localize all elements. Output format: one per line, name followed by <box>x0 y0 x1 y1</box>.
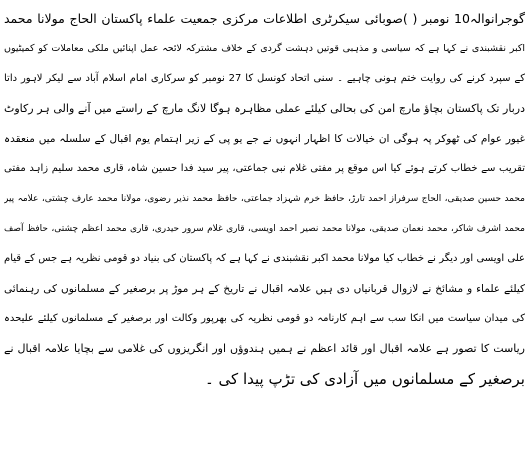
article-line: کی میدان سیاست میں انکا سب سے اہم کارنامہ دو قومی نظریہ کی بھرپور وکالت اور برصغیر کے مسلمانوں کیلئے علیحدہ <box>4 313 525 324</box>
article-line: برصغیر کے مسلمانوں میں آزادی کی تڑپ پیدا کی ۔ <box>204 370 525 388</box>
article-line: دربار تک پاکستان بچاؤ مارچ امن کی بحالی کیلئے عملی مظاہرہ ہوگا لانگ مارچ کے راستے میں آنے والی ہر رکاوٹ <box>4 102 525 115</box>
article-line: غیور عوام کی ٹھوکر پہ ہوگی ان خیالات کا اظہار انہوں نے جے یو پی کے زیر اہتمام یوم اقبال کے سلسلہ میں منعقدہ <box>4 133 525 145</box>
article-line: کے سپرد کرنے کی روایت ختم ہونی چاہیے ۔ سنی اتحاد کونسل کا 27 نومبر کو سرکاری امام اسلام آباد سے لیکر لاہور داتا <box>4 73 525 84</box>
news-article <box>4 4 525 469</box>
article-line: اکبر نقشبندی نے کہا ہے کہ سیاسی و مذہبی قوتیں دہشت گردی کے خلاف مشترکہ لائحہ عمل اپنائیں ملکی معاملات کو کمیٹیوں <box>4 43 525 54</box>
article-line: کیلئے علماء و مشائخ نے لازوال قربانیاں دی ہیں علامہ اقبال نے تاریخ کے ہر موڑ پر برصغیر کے مسلمانوں کی رہنمائی <box>4 283 525 295</box>
article-line: محمد حسین صدیقی، الحاج سرفراز احمد تارڑ، حافظ خرم شہزاد جماعتی، حافظ محمد نذیر رضوی، مولانا محمد عارف چشتی، علامہ پیر <box>4 194 525 204</box>
article-line: تقریب سے خطاب کرتے ہوئے کیا اس موقع پر مفتی غلام نبی جماعتی، پیر سید فدا حسین شاہ، قاری محمد سلیم زاہد مفتی <box>4 163 525 174</box>
article-line: علی اویسی اور دیگر نے خطاب کیا مولانا محمد اکبر نقشبندی نے کہا ہے کہ پاکستان کی بنیاد دو قومی نظریہ ہے جس کے قیام <box>4 253 525 264</box>
article-line: محمد اشرف شاکر، محمد نعمان صدیقی، مولانا محمد نصیر احمد اویسی، قاری غلام سرور حیدری، قاری محمد اعظم چشتی، حافظ آصف <box>4 224 525 234</box>
article-line: ریاست کا تصور ہے علامہ اقبال اور قائد اعظم نے ہمیں ہندوؤں اور انگریزوں کی غلامی سے بچایا علامہ اقبال نے <box>4 342 525 355</box>
article-line: گوجرانوالہ10 نومبر ( )صوبائی سیکرٹری اطلاعات مرکزی جمعیت علماء پاکستان الحاج مولانا محمد <box>4 11 525 26</box>
